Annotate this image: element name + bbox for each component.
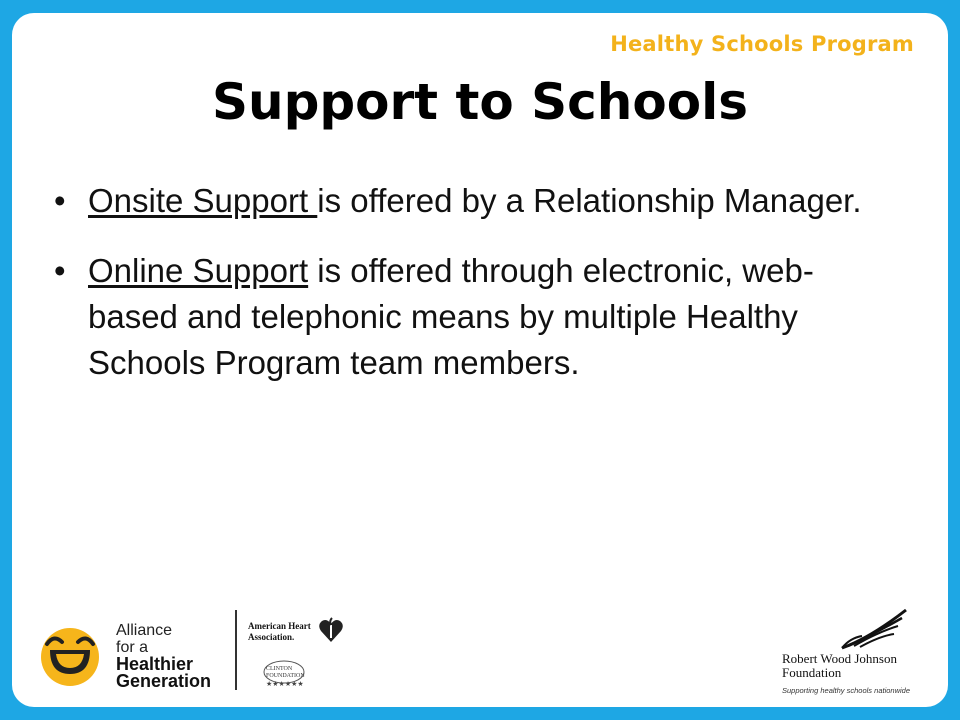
- online-support-text: Online Support: [88, 252, 309, 289]
- heart-torch-icon: [318, 616, 344, 644]
- alliance-line-2: for a: [116, 639, 149, 656]
- smiley-face-icon: [38, 624, 102, 688]
- wings-icon: [840, 608, 908, 650]
- svg-text:★★★★★★: ★★★★★★: [266, 680, 304, 688]
- clinton-line-2: FOUNDATION: [266, 673, 305, 679]
- aha-line-1: American Heart: [248, 621, 311, 631]
- clinton-line-1: CLINTON: [266, 666, 293, 672]
- alliance-healthier-generation-logo: [38, 618, 228, 698]
- program-banner: Healthy Schools Program: [610, 32, 914, 56]
- onsite-support-description: is offered by a Relationship Manager.: [317, 182, 862, 219]
- rwjf-tagline: Supporting healthy schools nationwide: [782, 686, 911, 695]
- bullet-list: [50, 178, 880, 410]
- rwjf-name-line-2: Foundation: [782, 665, 842, 680]
- online-support-description: is offered through electronic, web-based and telephonic means by multiple Healthy Schools Program team members.: [88, 252, 814, 381]
- onsite-support-text: Onsite Support: [88, 182, 318, 219]
- american-heart-association-logo: [248, 616, 344, 656]
- slide-frame: [12, 13, 948, 707]
- footer-logos: [12, 598, 948, 707]
- rwjf-name: [782, 652, 897, 680]
- alliance-line-1: Alliance: [116, 622, 173, 639]
- alliance-line-4: Generation: [116, 671, 212, 691]
- bullet-onsite-support: [50, 178, 880, 224]
- aha-logo-text: [248, 621, 311, 643]
- rwjf-logo: [782, 608, 932, 698]
- slide-title: Support to Schools: [211, 73, 748, 131]
- aha-line-2: Association.: [248, 632, 295, 642]
- alliance-logo-text: [116, 622, 211, 690]
- alliance-line-3: Healthier: [116, 654, 194, 674]
- bullet-dot-icon: •: [54, 252, 66, 289]
- clinton-logo-text: [266, 666, 305, 680]
- bullet-dot-icon: •: [54, 182, 66, 219]
- rwjf-name-line-1: Robert Wood Johnson: [782, 651, 897, 666]
- bullet-online-support: [50, 248, 880, 386]
- logo-divider: [235, 610, 237, 690]
- clinton-foundation-logo: [258, 658, 318, 688]
